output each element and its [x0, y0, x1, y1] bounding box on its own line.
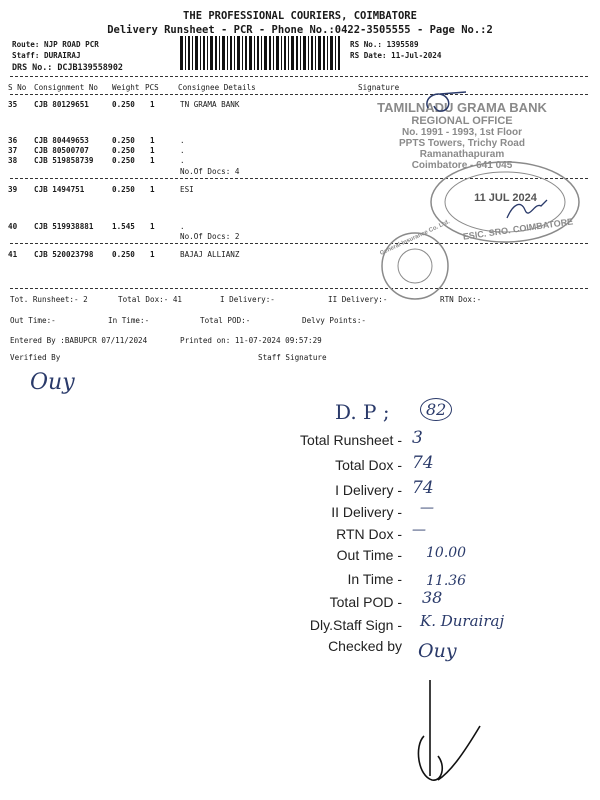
header-weight: Weight	[112, 83, 140, 92]
summary-label: RTN Dox -	[336, 526, 402, 542]
docs-count: No.Of Docs: 4	[180, 167, 240, 176]
divider-top	[10, 76, 588, 77]
barcode	[180, 36, 340, 70]
row-consignee: ESI	[180, 185, 194, 194]
row-consignee: TN GRAMA BANK	[180, 100, 240, 109]
row-consignment: CJB 80129651	[34, 100, 89, 109]
esic-stamp-date: 11 JUL 2024	[474, 192, 537, 204]
row-consignee: BAJAJ ALLIANZ	[180, 250, 240, 259]
row-consignment: CJB 80449653	[34, 136, 89, 145]
row-pcs: 1	[150, 250, 155, 259]
row-pcs: 1	[150, 185, 155, 194]
row-consignee: .	[180, 136, 185, 145]
dp-label: D. P ;	[335, 400, 390, 424]
row-weight: 0.250	[112, 156, 135, 165]
bank-stamp-office: REGIONAL OFFICE	[411, 115, 513, 127]
row-consignment: CJB 519858739	[34, 156, 94, 165]
row-consignee: .	[180, 156, 185, 165]
bank-stamp-address: Ramanathapuram	[419, 149, 505, 160]
i-delivery: I Delivery:-	[220, 295, 275, 304]
row-sno: 41	[8, 250, 18, 259]
row-weight: 0.250	[112, 100, 135, 109]
header-signature: Signature	[358, 83, 400, 92]
summary-label: In Time -	[347, 571, 402, 587]
row-sno: 38	[8, 156, 18, 165]
row-pcs: 1	[150, 222, 155, 231]
summary-label: Dly.Staff Sign -	[309, 617, 402, 633]
row-pcs: 1	[150, 156, 155, 165]
bank-signature-mark	[420, 86, 470, 126]
dp-value: 82	[420, 398, 452, 421]
bank-stamp-name: TAMILNADU GRAMA BANK	[377, 100, 547, 115]
drs-number: DRS No.: DCJB139558902	[12, 62, 123, 72]
row-sno: 40	[8, 222, 18, 231]
total-dox: Total Dox:- 41	[118, 295, 183, 304]
summary-value: 10.00	[426, 545, 467, 561]
row-consignment: CJB 1494751	[34, 185, 85, 194]
summary-label: I Delivery -	[335, 482, 402, 498]
row-consignment: CJB 519938881	[34, 222, 94, 231]
rtn-dox: RTN Dox:-	[440, 295, 482, 304]
row-weight: 0.250	[112, 136, 135, 145]
summary-value: 74	[412, 453, 434, 473]
bank-stamp-address: No. 1991 - 1993, 1st Floor	[401, 127, 523, 138]
summary-value: 3	[412, 428, 423, 448]
summary-label: Total Runsheet -	[300, 432, 402, 448]
route-label: Route: NJP ROAD PCR	[12, 40, 99, 49]
header-sno: S No	[8, 83, 27, 92]
row-consignee: .	[180, 222, 185, 231]
row-sno: 36	[8, 136, 18, 145]
row-weight: 0.250	[112, 146, 135, 155]
rs-date: RS Date: 11-Jul-2024	[350, 51, 442, 60]
out-time: Out Time:-	[10, 316, 56, 325]
summary-label: Out Time -	[336, 547, 402, 563]
row-pcs: 1	[150, 146, 155, 155]
row-consignment: CJB 80500707	[34, 146, 89, 155]
printed-on: Printed on: 11-07-2024 09:57:29	[180, 336, 322, 345]
row-pcs: 1	[150, 136, 155, 145]
staff-label: Staff: DURAIRAJ	[12, 51, 81, 60]
header-consignee: Consignee Details	[178, 83, 256, 92]
bank-stamp-address: PPTS Towers, Trichy Road	[399, 138, 525, 149]
row-weight: 0.250	[112, 185, 135, 194]
row-sno: 35	[8, 100, 18, 109]
bajaj-stamp-text: General Insurance Co. Ltd.	[379, 219, 451, 257]
header-consignment: Consignment No	[34, 83, 99, 92]
staff-sign-value: K. Durairaj	[420, 612, 505, 630]
summary-value: 74	[412, 478, 434, 498]
divider-header	[10, 94, 588, 95]
row-consignment: CJB 520023798	[34, 250, 94, 259]
esic-stamp-text: ESIC. SRO. COIMBATORE	[462, 216, 574, 242]
total-pod: Total POD:-	[200, 316, 251, 325]
runsheet-subtitle: Delivery Runsheet - PCR - Phone No.:0422-3505555 - Page No.:2	[107, 24, 493, 36]
docs-count: No.Of Docs: 2	[180, 232, 240, 241]
summary-label: II Delivery -	[331, 504, 402, 520]
rs-number: RS No.: 1395589	[350, 40, 419, 49]
row-consignee: .	[180, 146, 185, 155]
signature-scribble	[505, 196, 550, 226]
company-title: THE PROFESSIONAL COURIERS, COIMBATORE	[183, 10, 417, 22]
row-sno: 37	[8, 146, 18, 155]
tot-runsheet: Tot. Runsheet:- 2	[10, 295, 88, 304]
row-weight: 1.545	[112, 222, 135, 231]
verified-signature: Ouy	[30, 370, 75, 395]
bajaj-stamp	[370, 219, 460, 302]
divider-bottom	[10, 288, 588, 289]
checked-by-value: Ouy	[418, 640, 457, 662]
summary-label: Checked by	[328, 638, 402, 654]
summary-value: —	[420, 500, 434, 516]
in-time: In Time:-	[108, 316, 150, 325]
summary-value: —	[412, 522, 426, 538]
ii-delivery: II Delivery:-	[328, 295, 388, 304]
summary-value: 11.36	[426, 573, 467, 589]
header-pcs: PCS	[145, 83, 159, 92]
bank-stamp-address: Coimbatore - 641 045	[411, 160, 513, 171]
staff-signature-label: Staff Signature	[258, 353, 327, 362]
handwritten-mark	[400, 676, 490, 796]
row-sno: 39	[8, 185, 18, 194]
delvy-points: Delvy Points:-	[302, 316, 367, 325]
row-pcs: 1	[150, 100, 155, 109]
row-weight: 0.250	[112, 250, 135, 259]
summary-label: Total Dox -	[335, 457, 402, 473]
verified-by-label: Verified By	[10, 353, 61, 362]
entered-by: Entered By :BABUPCR 07/11/2024	[10, 336, 148, 345]
summary-value: 38	[422, 588, 443, 607]
summary-label: Total POD -	[329, 594, 402, 610]
